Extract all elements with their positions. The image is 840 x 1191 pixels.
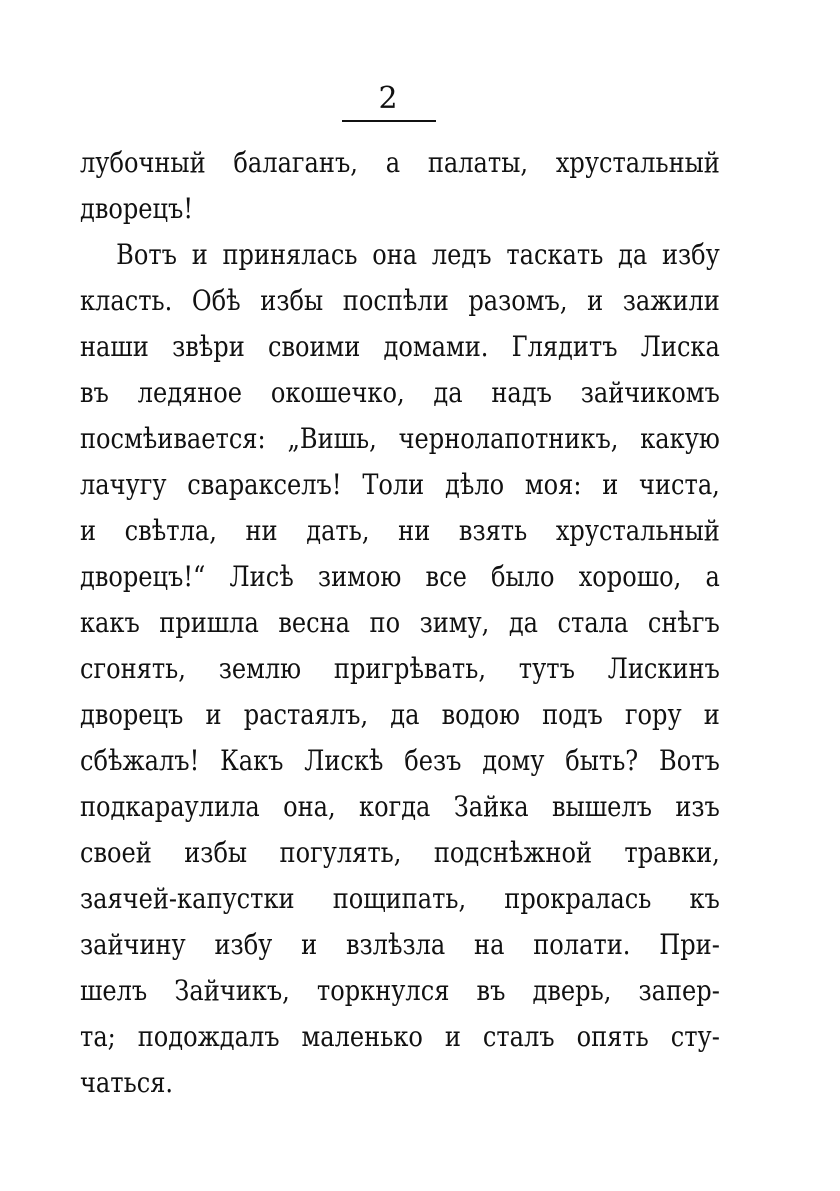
text-line-content: Вотъ и принялась она ледъ таскать да избу: [116, 238, 720, 271]
text-line: какъ пришла весна по зиму, да стала снѣгъ: [80, 606, 720, 639]
text-line: дворецъ и растаялъ, да водою подъ гору и: [80, 698, 720, 731]
body-text: [80, 140, 720, 1106]
text-line: дворецъ!: [80, 192, 194, 225]
text-line: заячей-капустки пощипать, прокралась къ: [80, 882, 720, 915]
text-line: въ ледяное окошечко, да надъ зайчикомъ: [80, 376, 720, 409]
text-line: та; подождалъ маленько и сталъ опять сту-: [80, 1020, 720, 1053]
text-line: лубочный балаганъ, а палаты, хрустальный: [80, 146, 720, 179]
text-line: своей избы погулять, подснѣжной травки,: [80, 836, 720, 869]
text-line: и свѣтла, ни дать, ни взять хрустальный: [80, 514, 720, 547]
text-line: шелъ Зайчикъ, торкнулся въ дверь, запер-: [80, 974, 720, 1007]
text-line-paragraph-start: [80, 232, 720, 278]
text-line: подкараулила она, когда Зайка вышелъ изъ: [80, 790, 720, 823]
text-line: дворецъ!“ Лисѣ зимою все было хорошо, а: [80, 560, 720, 593]
text-line: чаться.: [80, 1066, 174, 1099]
page-number-rule: [342, 120, 436, 122]
text-line: посмѣивается: „Вишь, чернолапотникъ, какую: [80, 422, 720, 455]
text-line: сбѣжалъ! Какъ Лискѣ безъ дому быть? Вотъ: [80, 744, 720, 777]
text-line: наши звѣри своими домами. Глядитъ Лиска: [80, 330, 720, 363]
text-line: зайчину избу и взлѣзла на полати. При-: [80, 928, 720, 961]
text-line: лачугу сваракселъ! Толи дѣло моя: и чиста,: [80, 468, 720, 501]
text-line: класть. Обѣ избы поспѣли разомъ, и зажили: [80, 284, 720, 317]
page-number: 2: [378, 81, 398, 116]
text-line: сгонять, землю пригрѣвать, тутъ Лискинъ: [80, 652, 720, 685]
